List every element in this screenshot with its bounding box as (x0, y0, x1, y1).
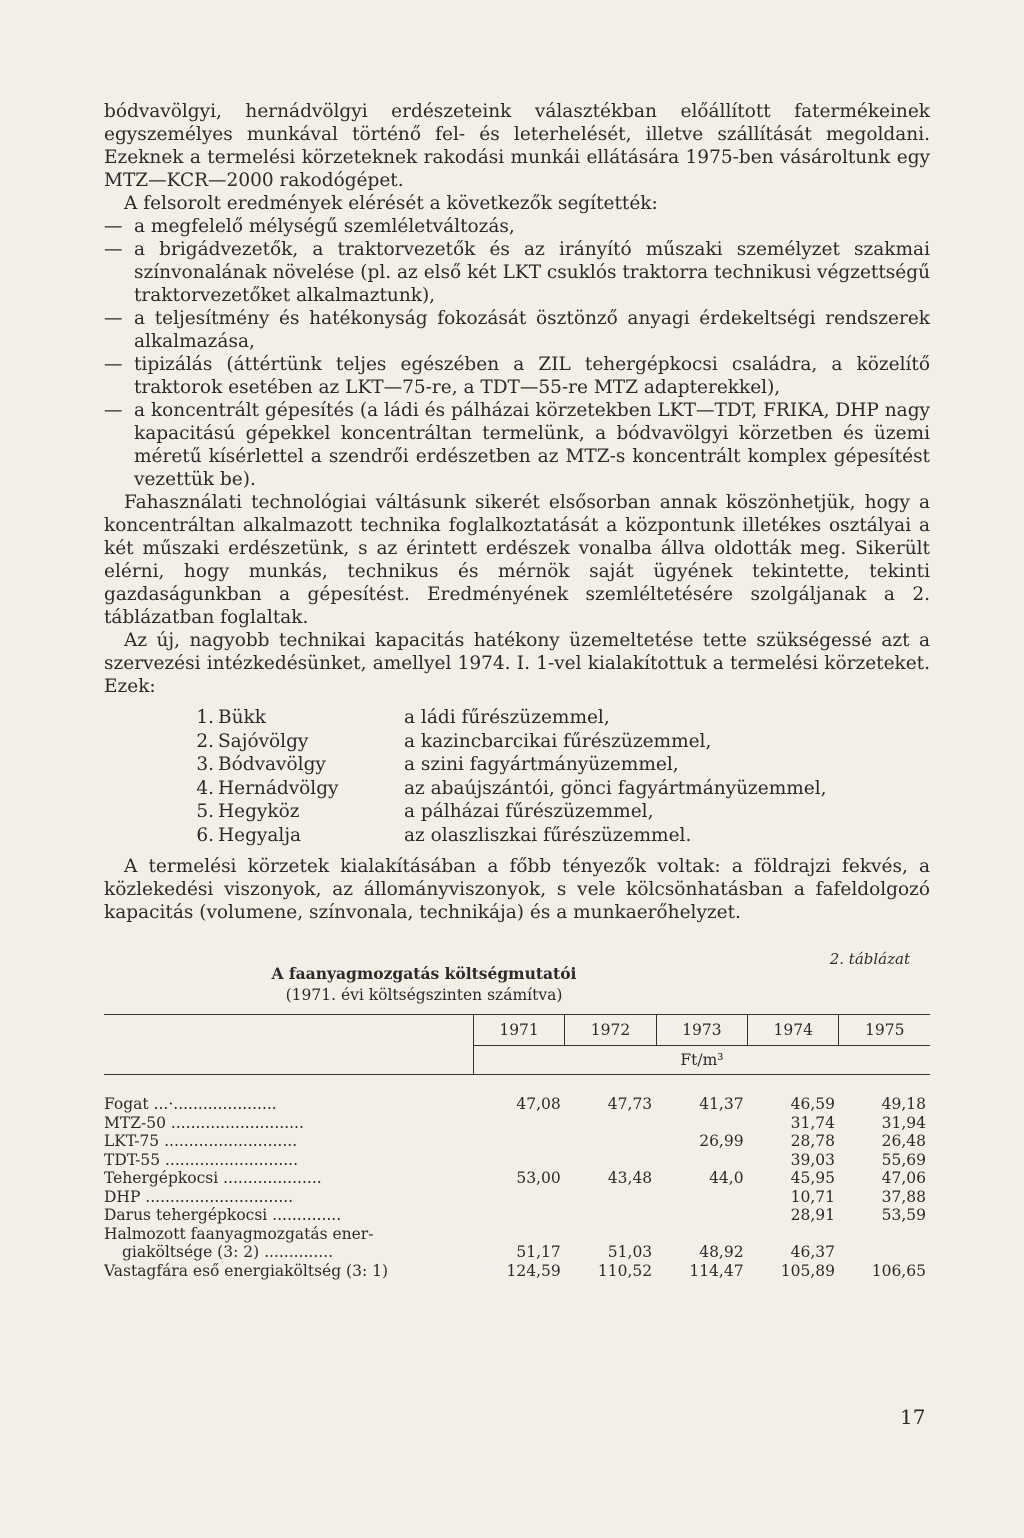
cell-value (473, 1114, 564, 1133)
list-item-text: a megfelelő mélységű szemléletváltozás, (134, 216, 515, 237)
dash-mark: — (104, 308, 123, 329)
cell-value: 53,59 (881, 1206, 926, 1224)
cell-value (473, 1151, 564, 1170)
district-desc: a kazincbarcikai fűrészüzemmel, (404, 730, 712, 752)
district-number: 5. (196, 801, 214, 822)
list-item-text: a brigádvezetők, a traktorvezetők és az irányító műszaki személyzet szakmai színvonalának növelése (pl. az első két LKT csuklós traktorra technikusi végzettségű traktorvezetőket alkalmaztunk), (134, 239, 930, 306)
district-row (104, 730, 930, 754)
district-number: 1. (196, 707, 214, 728)
row-label: LKT-75 ........................... (104, 1132, 298, 1150)
table-label: 2. táblázat (829, 950, 910, 968)
unit-label: Ft/m³ (473, 1046, 930, 1075)
year-header: 1974 (748, 1015, 839, 1046)
district-desc: a ládi fűrészüzemmel, (404, 707, 610, 728)
cell-value (565, 1188, 656, 1207)
cost-table (104, 1014, 930, 1280)
table-row (104, 1151, 930, 1170)
district-name: Hegyalja (218, 824, 302, 846)
cell-value (656, 1114, 747, 1133)
table-row (104, 1188, 930, 1207)
cell-value: 45,95 (790, 1169, 835, 1187)
cell-value (565, 1206, 656, 1225)
cell-value: 46,37 (790, 1243, 835, 1261)
page-number: 17 (900, 1405, 926, 1429)
cell-value: 51,17 (516, 1243, 561, 1261)
cell-value (473, 1188, 564, 1207)
district-desc: a szini fagyártmányüzemmel, (404, 754, 679, 775)
cell-value (473, 1206, 564, 1225)
cell-value: 46,59 (790, 1095, 835, 1113)
year-header: 1971 (473, 1015, 564, 1046)
table-caption (104, 950, 930, 1008)
district-row (104, 824, 930, 848)
dash-mark: — (104, 239, 123, 260)
unit-blank (104, 1046, 473, 1075)
row-label: Fogat ...·..................... (104, 1095, 277, 1113)
cell-value (565, 1114, 656, 1133)
table-row (104, 1169, 930, 1188)
cell-value: 26,48 (881, 1132, 926, 1150)
header-rule (104, 1075, 930, 1096)
table-body (104, 1095, 930, 1280)
cell-value: 51,03 (607, 1243, 653, 1261)
cell-value: 114,47 (689, 1261, 744, 1280)
row-label: giaköltsége (3: 2) .............. (122, 1243, 334, 1261)
district-number: 3. (196, 754, 214, 775)
district-name: Bódvavölgy (218, 754, 326, 775)
table-row (104, 1114, 930, 1133)
cell-value (748, 1225, 839, 1244)
cell-value: 106,65 (871, 1261, 926, 1280)
row-label: MTZ-50 ........................... (104, 1113, 304, 1132)
cell-value: 28,91 (790, 1206, 835, 1224)
cell-value: 47,73 (607, 1095, 653, 1113)
cell-value: 10,71 (790, 1187, 835, 1206)
cell-value (656, 1225, 747, 1244)
cell-value: 124,59 (506, 1261, 561, 1280)
table-title: A faanyagmozgatás költségmutatói (271, 964, 577, 983)
row-label: Vastagfára eső energiaköltség (3: 1) (104, 1261, 389, 1280)
dash-mark: — (104, 216, 123, 237)
district-row (104, 753, 930, 777)
cell-value: 28,78 (790, 1132, 835, 1150)
row-label: TDT-55 ........................... (104, 1150, 299, 1169)
row-label: DHP .............................. (104, 1187, 294, 1206)
table-row (104, 1206, 930, 1225)
year-header: 1973 (656, 1015, 747, 1046)
cell-value: 49,18 (881, 1095, 926, 1113)
table-row (104, 1243, 930, 1262)
cell-value (839, 1243, 930, 1262)
cell-value (656, 1206, 747, 1225)
paragraph-2: A felsorolt eredmények elérését a következők segítették: (124, 193, 658, 214)
table-subtitle: (1971. évi költségszinten számítva) (285, 986, 563, 1004)
cell-value (565, 1132, 656, 1151)
cell-value: 37,88 (881, 1187, 926, 1206)
factor-list (104, 215, 930, 491)
district-row (104, 800, 930, 824)
header-blank (104, 1015, 473, 1046)
list-item-text: a koncentrált gépesítés (a ládi és pálházai körzetekben LKT—TDT, FRIKA, DHP nagy kapacitású gépekkel koncentráltan termelünk, a bódvavölgyi körzetben és üzemi méretű kísérlettel a szendrői erdészetben az MTZ-s koncentrált komplex gépesítést vezettük be). (134, 400, 930, 490)
district-desc: az abaújszántói, gönci fagyártmányüzemmel, (404, 777, 827, 799)
cell-value: 110,52 (597, 1261, 653, 1280)
paragraph-3: Fahasználati technológiai váltásunk sikerét elsősorban annak köszönhetjük, hogy a koncentráltan alkalmazott technika foglalkoztatását a központunk illetékes osztályai a két műszaki erdészetünk, s az érintett erdészek vonalba állva oldották meg. Sikerült elérni, hogy munkás, technikus és mérnök saját ügyének tekintette, tekinti gazdaságunkban a gépesítést. Eredményének szemléltetésére szolgáljanak a 2. táblázatban foglaltak. (104, 492, 930, 628)
cell-value (656, 1151, 747, 1170)
cell-value (473, 1225, 564, 1244)
district-number: 6. (196, 824, 214, 846)
table-row (104, 1095, 930, 1114)
district-list (104, 706, 930, 847)
cell-value: 41,37 (699, 1095, 744, 1113)
year-header: 1972 (565, 1015, 656, 1046)
list-item (104, 399, 930, 491)
table-row (104, 1132, 930, 1151)
paragraph-4: Az új, nagyobb technikai kapacitás hatékony üzemeltetése tette szükségessé azt a szervezési intézkedésünket, amellyel 1974. I. 1-vel kialakítottuk a termelési körzeteket. Ezek: (104, 630, 930, 697)
table-header-row (104, 1015, 930, 1046)
cell-value: 47,08 (516, 1095, 561, 1113)
row-label: Darus tehergépkocsi .............. (104, 1206, 342, 1224)
cell-value: 48,92 (699, 1243, 744, 1261)
list-item (104, 238, 930, 307)
list-item (104, 215, 930, 238)
cell-value: 39,03 (790, 1150, 835, 1169)
district-desc: a pálházai fűrészüzemmel, (404, 801, 654, 822)
list-item-text: tipizálás (áttértünk teljes egészében a ZIL tehergépkocsi családra, a közelítő traktorok esetében az LKT—75-re, a TDT—55-re MTZ adapterekkel), (134, 354, 930, 398)
cell-value: 105,89 (780, 1261, 835, 1280)
cell-value: 43,48 (607, 1169, 653, 1187)
cell-value (473, 1132, 564, 1151)
dash-mark: — (104, 354, 123, 375)
row-label: Halmozott faanyagmozgatás ener- (104, 1224, 374, 1243)
page-body (104, 100, 930, 1280)
paragraph-5: A termelési körzetek kialakításában a főbb tényezők voltak: a földrajzi fekvés, a közlekedési viszonyok, az állományviszonyok, s vele kölcsönhatásban a fafeldolgozó kapacitás (volumene, színvonala, technikája) és a munkaerőhelyzet. (104, 856, 930, 923)
district-name: Bükk (218, 707, 266, 728)
district-row (104, 777, 930, 801)
table-row (104, 1262, 930, 1281)
district-row (104, 706, 930, 730)
district-number: 4. (196, 777, 214, 799)
cell-value (656, 1188, 747, 1207)
district-desc: az olaszliszkai fűrészüzemmel. (404, 824, 692, 846)
list-item (104, 307, 930, 353)
cell-value: 31,94 (881, 1113, 926, 1132)
cell-value: 47,06 (881, 1169, 926, 1187)
row-label: Tehergépkocsi .................... (104, 1169, 322, 1187)
cell-value: 44,0 (709, 1169, 744, 1187)
list-item (104, 353, 930, 399)
cell-value (839, 1225, 930, 1244)
district-number: 2. (196, 730, 214, 752)
district-name: Sajóvölgy (218, 730, 309, 752)
cell-value (565, 1225, 656, 1244)
unit-row (104, 1046, 930, 1075)
cell-value: 31,74 (790, 1113, 835, 1132)
district-name: Hernádvölgy (218, 777, 339, 799)
table-row (104, 1225, 930, 1244)
cell-value: 53,00 (516, 1169, 561, 1187)
list-item-text: a teljesítmény és hatékonyság fokozását ösztönző anyagi érdekeltségi rendszerek alkalmazása, (134, 308, 930, 352)
paragraph-1: bódvavölgyi, hernádvölgyi erdészeteink választékban előállított fatermékeinek egyszemélyes munkával történő fel- és leterhelését, illetve szállítását megoldani. Ezeknek a termelési körzeteknek rakodási munkái ellátására 1975-ben vásároltunk egy MTZ—KCR—2000 rakodógépet. (104, 101, 930, 191)
year-header: 1975 (839, 1015, 930, 1046)
cell-value: 55,69 (881, 1150, 926, 1169)
cell-value: 26,99 (699, 1132, 744, 1150)
dash-mark: — (104, 400, 123, 421)
district-name: Hegyköz (218, 801, 300, 822)
cell-value (565, 1151, 656, 1170)
